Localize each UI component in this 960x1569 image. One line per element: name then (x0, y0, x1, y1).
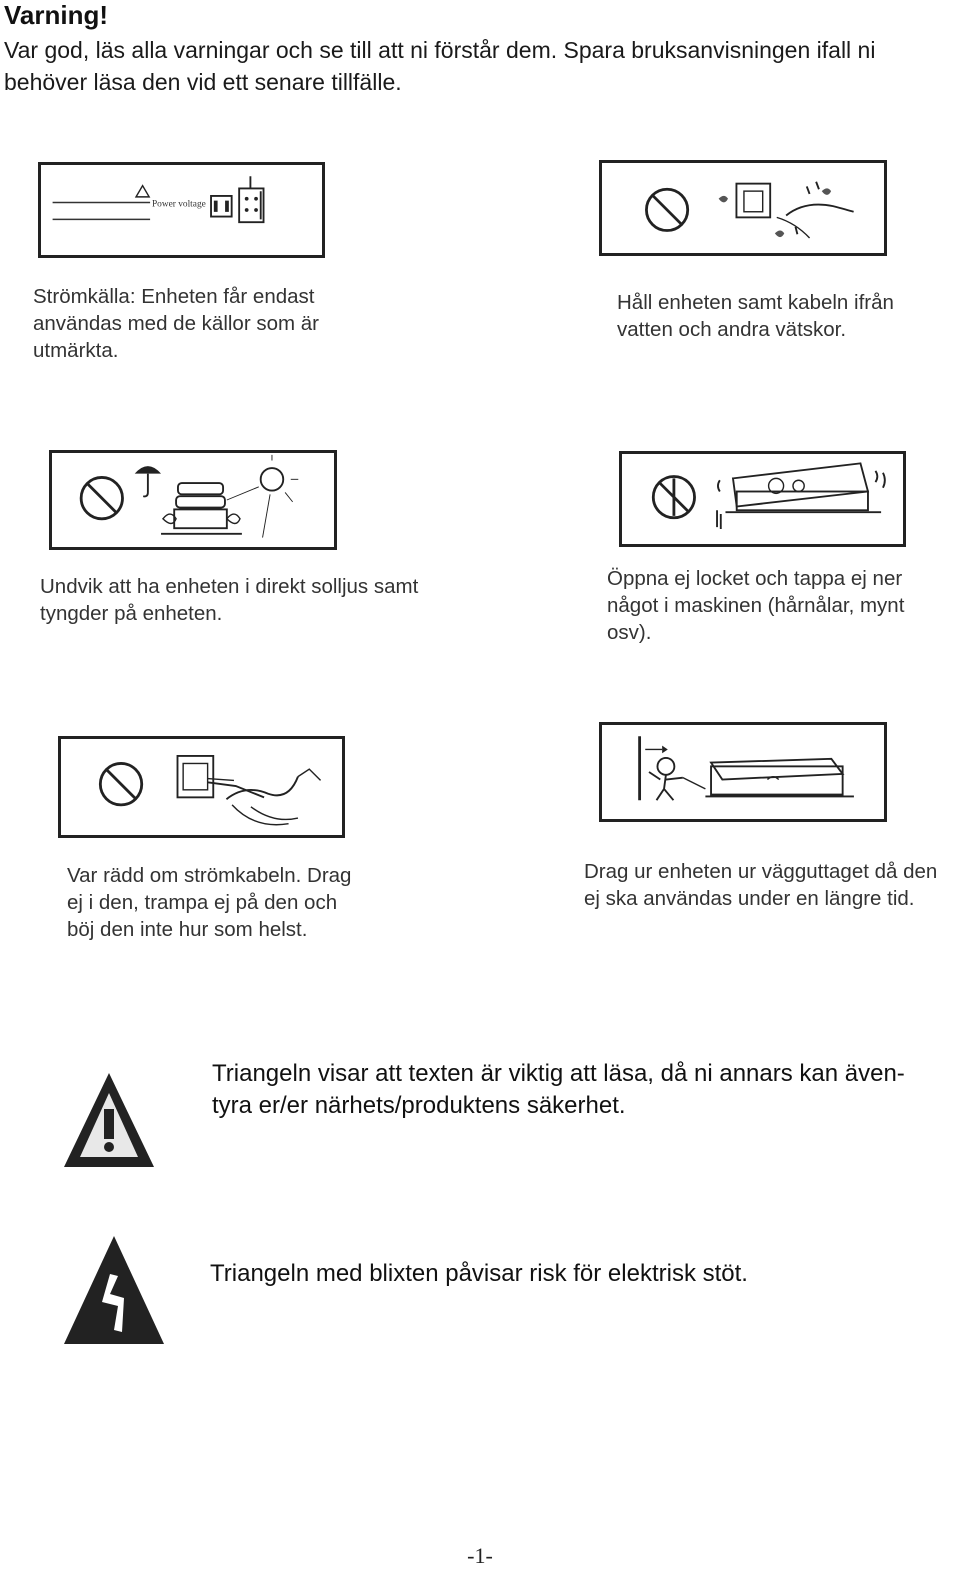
exclamation-explanation: Triangeln visar att texten är viktig att läsa, då ni annars kan även-tyra er/er närhets/produktens säkerhet. (212, 1060, 905, 1119)
no-water-caption: Håll enheten samt kabeln ifrån vatten och andra vätskor. (617, 291, 894, 341)
no-pulling-illustration (58, 736, 345, 838)
umbrella-icon (135, 466, 161, 496)
sun-icon (227, 455, 298, 538)
person-icon (649, 758, 683, 800)
prohibited-screwdriver-icon (653, 477, 694, 518)
prohibited-icon (646, 189, 687, 230)
unplug-caption: Drag ur enheten ur vägguttaget då den ej ska användas under en längre tid. (584, 860, 938, 910)
no-sun-illustration (49, 450, 337, 550)
prohibited-icon (100, 763, 141, 804)
no-opening-illustration (619, 451, 906, 547)
power-voltage-label: Power voltage (151, 199, 206, 210)
lightning-triangle-icon (62, 1234, 166, 1346)
unplug-illustration (599, 722, 887, 822)
power-voltage-illustration (38, 162, 325, 258)
page-number: -1- (467, 1543, 493, 1568)
exclamation-triangle-icon (62, 1071, 156, 1169)
cable-caption: Var rädd om strömkabeln. Drag ej i den, trampa ej på den och böj den inte hur som helst. (67, 864, 352, 941)
no-water-illustration (599, 160, 887, 256)
power-caption: Strömkälla: Enheten får endast användas med de källor som är utmärkta. (33, 285, 320, 362)
intro-text: Var god, läs alla varningar och se till att ni förstår dem. Spara bruksanvisningen ifall ni behöver läsa den vid ett senare tillfälle. (4, 37, 876, 95)
no-opening-caption: Öppna ej locket och tappa ej ner något i maskinen (hårnålar, mynt osv). (607, 567, 905, 644)
lightning-explanation: Triangeln med blixten påvisar risk för elektrisk stöt. (210, 1260, 748, 1287)
warning-heading: Varning! (4, 0, 109, 30)
prohibited-icon (81, 477, 122, 518)
power-plug-icon (41, 165, 322, 255)
no-sun-caption: Undvik att ha enheten i direkt solljus samt tyngder på enheten. (40, 575, 419, 625)
